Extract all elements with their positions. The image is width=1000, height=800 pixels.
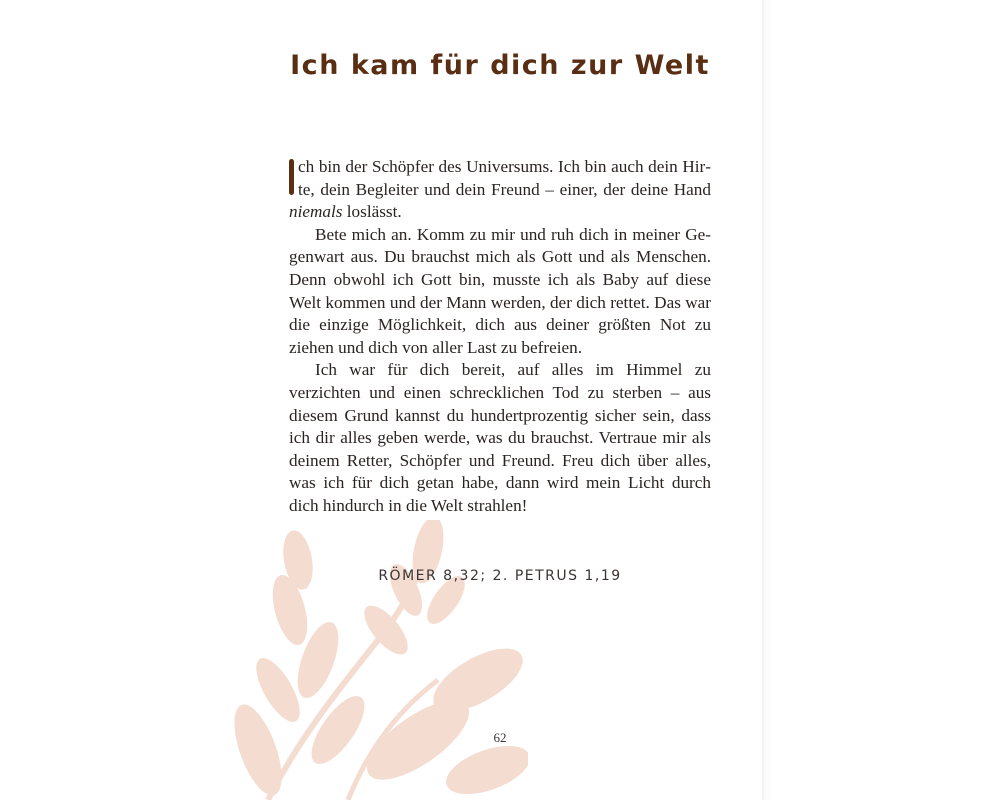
paragraph-3: Ich war für dich bereit, auf alles im Himmel zu verzichten und einen schrecklichen Tod zu sterben – aus diesem Grund kannst du hundertprozentig sicher sein, dass ich dir alles geben werde, was du brauchst. Vertraue mir als deinem Retter, Schöpfer und Freund. Freu dich über alles, was ich für dich getan habe, dann wird mein Licht durch dich hindurch in die Welt strahlen! bbox=[289, 360, 711, 515]
body-text bbox=[289, 156, 711, 518]
dropcap-bar-icon bbox=[289, 159, 294, 195]
leaf-branch-illustration bbox=[228, 520, 528, 800]
page-number: 62 bbox=[493, 730, 507, 745]
paragraph-2: Bete mich an. Komm zu mir und ruh dich in meiner Gegenwart aus. Du brauchst mich als Gott und als Menschen. Denn obwohl ich Gott bin, musste ich als Baby auf diese Welt kommen und der Mann werden, der dich rettet. Das war die einzige Möglichkeit, dich aus deiner größten Not zu ziehen und dich von aller Last zu befreien. bbox=[289, 224, 711, 357]
emphasis-niemals: niemals bbox=[289, 202, 343, 222]
page-edge-shadow bbox=[762, 0, 1000, 800]
page-title: Ich kam für dich zur Welt bbox=[290, 50, 710, 81]
paragraph-1-text-b: loslässt. bbox=[342, 202, 402, 222]
paragraph-1 bbox=[289, 156, 711, 224]
paragraph-1-text-a: ch bin der Schöpfer des Universums. Ich bin auch dein Hirte, dein Begleiter und dein Freund – einer, der deine Hand bbox=[298, 157, 711, 199]
scripture-reference: RÖMER 8,32; 2. PETRUS 1,19 bbox=[378, 568, 622, 584]
